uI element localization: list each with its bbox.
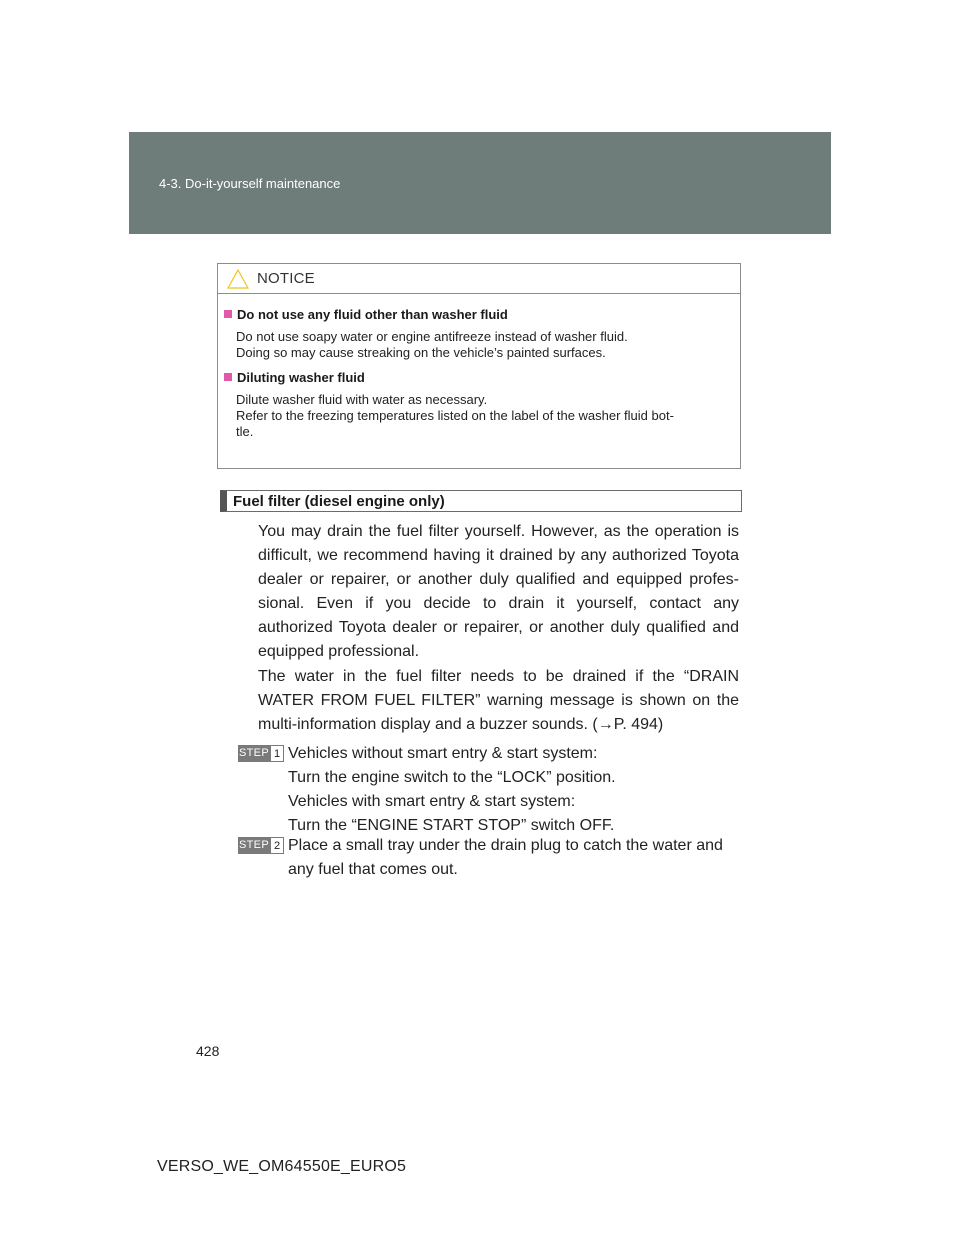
body-paragraph: The water in the fuel filter needs to be drained if the “DRAIN WATER FROM FUEL FILTER” warning message is shown on the multi-information display and a buzzer sounds. (→P. 494) (258, 668, 739, 733)
document-code: VERSO_WE_OM64550E_EURO5 (157, 1158, 407, 1175)
notice-item (224, 304, 732, 361)
notice-text-line: Doing so may cause streaking on the vehicle’s painted surfaces. (236, 345, 606, 360)
notice-text-line: Dilute washer fluid with water as necessary. (236, 392, 488, 407)
section-heading: Fuel filter (diesel engine only) (220, 490, 742, 512)
square-bullet-icon (224, 373, 232, 381)
notice-title: NOTICE (257, 270, 315, 287)
warning-triangle-icon (227, 269, 249, 289)
header-band (129, 132, 831, 234)
notice-item-text (224, 329, 732, 361)
step-1 (238, 742, 616, 838)
step-number: 1 (270, 745, 284, 762)
step-label: STEP (238, 745, 270, 762)
step-label: STEP (238, 837, 270, 854)
section-reference: 4-3. Do-it-yourself maintenance (159, 176, 341, 191)
notice-item-heading: Do not use any fluid other than washer fluid (237, 306, 508, 322)
step-text: Place a small tray under the drain plug to catch the water and any fuel that comes out. (288, 837, 723, 878)
step-line: Turn the engine switch to the “LOCK” position. (288, 769, 616, 786)
notice-item (224, 367, 732, 440)
notice-box (217, 263, 741, 469)
step-badge (238, 745, 284, 762)
step-badge (238, 837, 284, 854)
page-number: 428 (196, 1043, 220, 1059)
step-line: Vehicles without smart entry & start system: (288, 745, 598, 762)
notice-text-line: tle. (236, 424, 254, 439)
step-line: Vehicles with smart entry & start system: (288, 793, 576, 810)
step-line: Turn the “ENGINE START STOP” switch OFF. (288, 817, 615, 834)
notice-text-line: Refer to the freezing temperatures listed on the label of the washer fluid bot- (236, 408, 674, 423)
notice-item-heading: Diluting washer fluid (237, 369, 365, 385)
notice-text-line: Do not use soapy water or engine antifreeze instead of washer fluid. (236, 329, 628, 344)
step-number: 2 (270, 837, 284, 854)
notice-body (218, 294, 740, 440)
square-bullet-icon (224, 310, 232, 318)
step-2 (238, 834, 738, 882)
notice-header (218, 264, 740, 294)
notice-item-text (224, 392, 732, 440)
step-text (288, 742, 616, 838)
body-paragraph: You may drain the fuel filter yourself. However, as the operation is difficult, we recommend having it drained by any authorized Toyota dealer or repairer, or another duly qualified and equipped professional. Even if you decide to drain it yourself, contact any authorized Toyota dealer or repairer, or another duly qualified and equipped professional. (258, 523, 739, 660)
